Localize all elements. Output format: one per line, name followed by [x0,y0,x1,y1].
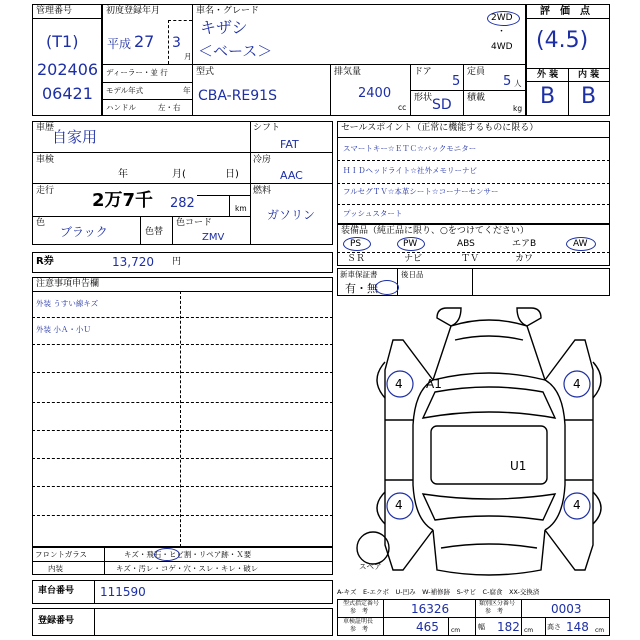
tire-mark-front-left: 4 [395,377,403,391]
warranty-circle [375,280,399,295]
recycle-box [32,252,333,273]
sales-point-item: フルセグＴＶ☆本革シート☆コーナーセンサー [343,187,499,196]
shape-label: 形状 [414,93,433,103]
chassis-label: 車台番号 [38,586,75,596]
handle-value: 左・右 [158,103,181,112]
later-items-box [397,268,610,296]
capacity-unit: 人 [514,79,522,88]
length-unit: cm [451,627,461,634]
regno-box [32,608,333,636]
chassis-box [32,580,333,604]
width-unit: cm [524,627,534,634]
notes-line: 外装 小Ａ・小Ｕ [36,325,91,334]
rating-label: 評 価 点 [540,6,590,17]
height-value: 148 [566,620,589,634]
type-designation-value: 16326 [411,602,450,616]
tire-mark-rear-left: 4 [395,498,403,512]
fuel-label: 燃料 [253,186,272,196]
drive-2wd: 2WD [491,13,513,23]
aircon-label: 冷房 [253,155,272,165]
interior-grade-label: 内 装 [578,70,600,80]
notes-title: 注意事項申告欄 [36,279,100,289]
width-label: 幅 [478,623,485,631]
exterior-grade-label: 外 装 [537,70,559,80]
rating-value: (4.5) [536,28,589,53]
category-label: 類別区分番号 [479,600,516,607]
inspection-label: 車検 [36,155,55,165]
recycle-label: R券 [36,256,54,267]
tire-mark-rear-right: 4 [573,498,581,512]
inspection-month-unit: 月( [172,169,186,180]
fuel-value: ガソリン [267,208,316,222]
type-designation-label: 型式指定番号 [343,600,380,607]
car-damage-diagram [333,300,610,585]
displacement-label: 排気量 [334,67,362,77]
height-unit: cm [595,627,605,634]
car-grade: ＜ベース＞ [198,42,273,60]
sales-point-title: セールスポイント（正常に機能するものに限る） [341,123,539,133]
displacement-value: 2400 [358,86,392,101]
equipment-navi: ナビ [404,254,423,264]
management-number-2: 06421 [42,84,93,103]
length-sub: 参 考 [350,626,369,633]
front-glass-value: キズ・飛石・ヒビ割・リペア跡・Ｘ要 [124,550,252,559]
month-unit-label: 月 [184,52,192,61]
handle-label: ハンドル [106,103,136,112]
model-year-label: モデル年式 [106,86,144,95]
stone-chip-circle [154,548,180,561]
damage-legend: A-キズ E-エクボ U-凹み W-補修跡 S-サビ C-腐食 XX-交換済 [337,588,540,596]
use-label: 車歴 [36,123,55,133]
recycle-unit: 円 [172,257,182,267]
category-sub: 参 考 [485,608,504,615]
damage-mark-u1: U1 [510,459,527,473]
registration-year: 27 [134,32,155,51]
sales-point-item: ＨＩＤヘッドライト☆社外メモリーナビ [343,166,477,175]
drive-dot: ・ [497,27,507,37]
mileage-unit: km [235,204,247,213]
color-label: 色 [36,218,46,228]
inspection-year-unit: 年 [118,169,128,180]
notes-line: 外装 うすい線キズ [36,299,99,308]
color-code-label: 色コード [176,218,213,228]
capacity-label: 定員 [467,67,486,77]
front-glass-label: フロントガラス [35,550,88,559]
equipment-abs: ABS [457,239,475,249]
equipment-leather: カワ [515,254,534,264]
use-value: 自家用 [52,128,98,146]
warranty-value: 有・無 [345,282,378,295]
tire-mark-front-right: 4 [573,377,581,391]
exterior-grade: B [540,84,556,109]
color-code-value: ZMV [202,232,225,243]
car-name: キザシ [200,18,248,37]
displacement-unit: cc [398,103,407,112]
model-type-label: 型式 [196,67,215,77]
length-label: 車検証明長 [343,618,374,625]
inspection-day-unit: 日) [225,169,239,180]
category-value: 0003 [551,602,582,616]
damage-mark-a1: A1 [426,377,442,391]
equipment-aw: AW [573,239,588,249]
mileage-value: 2万7千 [92,190,154,211]
interior-damage-value: キズ・汚レ・コゲ・穴・スレ・キレ・破レ [116,564,259,573]
registration-era: 平成 [107,37,132,51]
registration-number-label: 登録番号 [38,616,75,626]
first-registration-label: 初度登録年月 [106,6,161,16]
door-label: ドア [414,67,432,77]
door-value: 5 [452,74,461,89]
load-unit: kg [513,104,523,113]
equipment-tv: ＴＶ [461,254,480,264]
height-label: 高さ [547,623,561,631]
registration-month: 3 [172,35,181,51]
dealer-label: ディーラー・並 行 [106,68,168,77]
interior-damage-label: 内装 [48,564,63,573]
interior-grade: B [581,84,597,109]
management-code: (T1) [46,32,79,51]
warranty-label: 新車保証書 [340,270,378,279]
equipment-airbag: エアB [512,239,537,249]
management-label: 管理番号 [36,6,73,16]
load-label: 積載 [467,93,486,103]
aircon-value: AAC [280,169,303,182]
model-type-value: CBA-RE91S [198,88,277,104]
capacity-value: 5 [503,74,512,89]
width-value: 182 [497,620,520,634]
chassis-value: 111590 [100,585,146,599]
later-items-label: 後日品 [401,270,424,279]
drive-4wd: 4WD [491,42,513,52]
shift-label: シフト [253,123,281,133]
mileage-extra: 282 [170,196,195,211]
management-number-1: 202406 [37,60,99,79]
equipment-ps: PS [350,239,362,249]
equipment-pw: PW [403,239,418,249]
equipment-title: 装備品（純正品に限り、○をつけてください） [341,226,529,236]
car-name-label: 車名・グレード [196,6,260,16]
sales-point-item: スマートキー☆ＥＴＣ☆バックモニター [343,144,477,153]
type-designation-sub: 参 考 [350,608,369,615]
model-year-unit: 年 [183,86,191,95]
recycle-value: 13,720 [112,255,154,269]
spare-tire-label: スペア [359,562,382,571]
length-value: 465 [416,620,439,634]
color-value: ブラック [60,225,108,239]
sales-point-item: プッシュスタート [343,209,403,218]
shape-value: SD [432,97,452,113]
mileage-label: 走行 [36,186,55,196]
color-change-label: 色替 [145,227,164,237]
equipment-sr: ＳＲ [347,254,366,264]
shift-value: FAT [280,138,299,151]
